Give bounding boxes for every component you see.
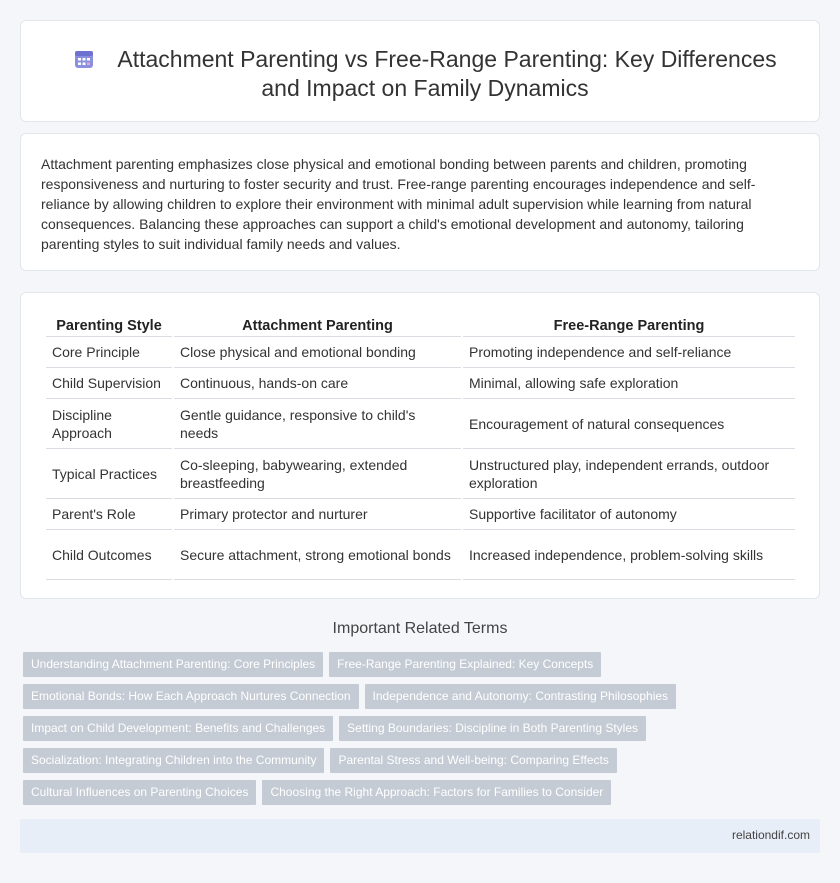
related-term-link[interactable]: Parental Stress and Well-being: Comparing Effects [330, 748, 616, 773]
related-term-link[interactable]: Understanding Attachment Parenting: Core Principles [23, 652, 323, 677]
tag-row [23, 684, 813, 716]
table-cell: Unstructured play, independent errands, outdoor exploration [463, 449, 795, 499]
table-cell: Core Principle [46, 337, 172, 368]
table-cell: Typical Practices [46, 449, 172, 499]
table-header-row [46, 313, 795, 337]
comparison-card [20, 292, 820, 599]
header [61, 45, 789, 103]
footer [20, 819, 820, 853]
column-header: Parenting Style [46, 313, 172, 337]
table-cell: Minimal, allowing safe exploration [463, 368, 795, 399]
table-cell: Gentle guidance, responsive to child's needs [174, 399, 461, 449]
table-cell: Co-sleeping, babywearing, extended breastfeeding [174, 449, 461, 499]
related-term-link[interactable]: Independence and Autonomy: Contrasting Philosophies [365, 684, 677, 709]
table-row [46, 368, 795, 399]
table-cell: Child Outcomes [46, 530, 172, 580]
table-cell: Encouragement of natural consequences [463, 399, 795, 449]
tag-row [23, 748, 813, 780]
table-cell: Discipline Approach [46, 399, 172, 449]
tag-row [23, 652, 813, 684]
table-cell: Promoting independence and self-reliance [463, 337, 795, 368]
table-cell: Supportive facilitator of autonomy [463, 499, 795, 530]
table-cell: Parent's Role [46, 499, 172, 530]
table-row [46, 399, 795, 449]
related-term-link[interactable]: Socialization: Integrating Children into the Community [23, 748, 324, 773]
related-term-link[interactable]: Impact on Child Development: Benefits and Challenges [23, 716, 333, 741]
calendar-icon [73, 48, 95, 70]
table-row [46, 449, 795, 499]
tag-row [23, 780, 813, 812]
intro-paragraph: Attachment parenting emphasizes close physical and emotional bonding between parents and children, promoting responsiveness and nurturing to foster security and trust. Free-range parenting encourages independence and self-reliance by allowing children to explore their environment with minimal adult supervision while learning from natural consequences. Balancing these approaches can support a child's emotional development and autonomy, tailoring parenting styles to suit individual family needs and values. [41, 156, 756, 252]
related-term-link[interactable]: Choosing the Right Approach: Factors for Families to Consider [262, 780, 611, 805]
site-name[interactable]: relationdif.com [731, 828, 810, 842]
table-cell: Continuous, hands-on care [174, 368, 461, 399]
tag-row [23, 716, 813, 748]
column-header: Attachment Parenting [174, 313, 461, 337]
table-cell: Close physical and emotional bonding [174, 337, 461, 368]
page-title-text: Attachment Parenting vs Free-Range Parenting: Key Differences and Impact on Family Dynamics [117, 46, 777, 101]
related-term-link[interactable]: Emotional Bonds: How Each Approach Nurtures Connection [23, 684, 359, 709]
related-term-link[interactable]: Free-Range Parenting Explained: Key Concepts [329, 652, 601, 677]
column-header: Free-Range Parenting [463, 313, 795, 337]
table-cell: Primary protector and nurturer [174, 499, 461, 530]
table-cell: Child Supervision [46, 368, 172, 399]
table-row [46, 337, 795, 368]
table-row [46, 499, 795, 530]
related-terms-list [23, 652, 813, 812]
table-cell: Secure attachment, strong emotional bonds [174, 530, 461, 580]
comparison-table [44, 313, 797, 580]
related-term-link[interactable]: Setting Boundaries: Discipline in Both Parenting Styles [339, 716, 646, 741]
table-cell: Increased independence, problem-solving skills [463, 530, 795, 580]
table-row [46, 530, 795, 580]
related-terms-title: Important Related Terms [332, 620, 508, 637]
page-title [61, 45, 789, 103]
related-term-link[interactable]: Cultural Influences on Parenting Choices [23, 780, 256, 805]
header-card [20, 20, 820, 122]
intro-card [20, 133, 820, 271]
